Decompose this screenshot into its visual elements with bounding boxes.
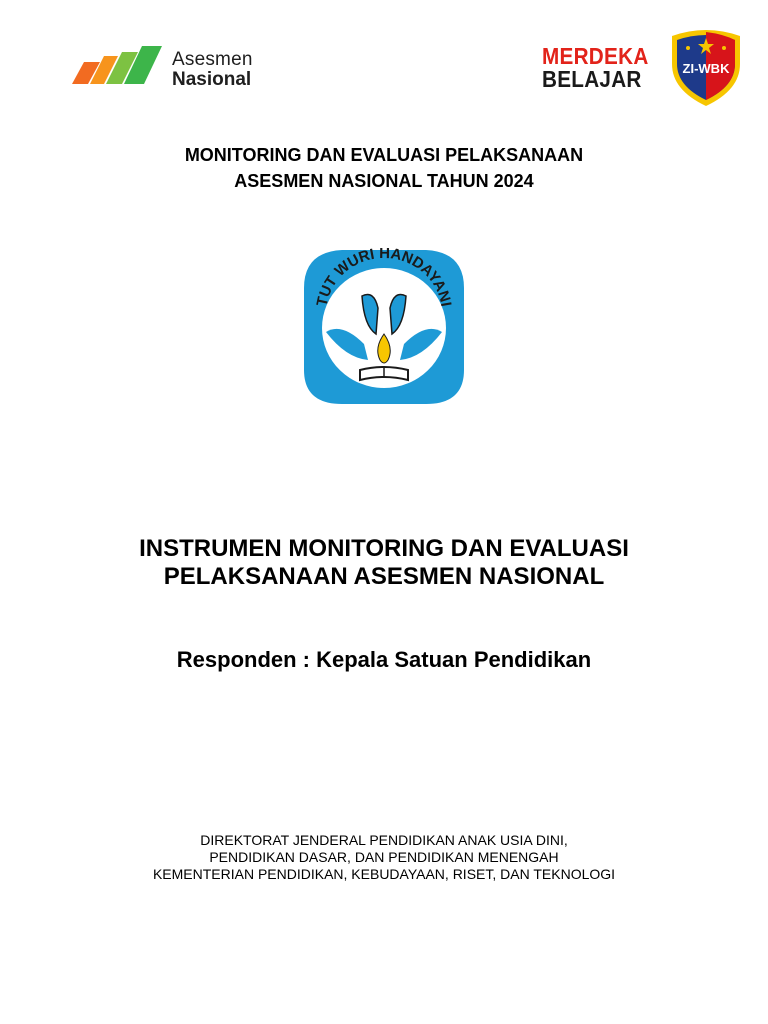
footer-line-1: DIREKTORAT JENDERAL PENDIDIKAN ANAK USIA DINI, xyxy=(200,832,568,848)
merdeka-logo-word: MERDEKA xyxy=(542,43,649,69)
asesmen-nasional-logo xyxy=(72,42,262,92)
instrument-title-line-2: PELAKSANAAN ASESMEN NASIONAL xyxy=(163,563,605,590)
instrument-title-line-1: INSTRUMEN MONITORING DAN EVALUASI xyxy=(139,535,629,562)
belajar-logo-word: BELAJAR xyxy=(542,66,642,92)
zi-wbk-label: ZI-WBK xyxy=(682,61,730,76)
document-title-line-2: ASESMEN NASIONAL TAHUN 2024 xyxy=(234,171,534,191)
footer-line-3: KEMENTERIAN PENDIDIKAN, KEBUDAYAAN, RISET, DAN TEKNOLOGI xyxy=(152,866,616,882)
asesmen-logo-word: Asesmen xyxy=(172,49,253,70)
ministry-emblem-icon xyxy=(302,248,466,406)
tut-wuri-handayani-emblem xyxy=(302,248,466,406)
nasional-logo-word: Nasional xyxy=(172,69,252,90)
respondent-label: Responden : Kepala Satuan Pendidikan xyxy=(176,647,592,672)
merdeka-belajar-logo xyxy=(540,43,649,95)
zi-wbk-badge xyxy=(668,24,744,108)
document-title-line-1: MONITORING DAN EVALUASI PELAKSANAAN xyxy=(184,145,584,165)
asesmen-nasional-mark-icon xyxy=(72,44,168,90)
emblem-motto: TUT WURI HANDAYANI xyxy=(313,248,455,308)
footer-line-2: PENDIDIKAN DASAR, DAN PENDIDIKAN MENENGAH xyxy=(209,849,559,865)
